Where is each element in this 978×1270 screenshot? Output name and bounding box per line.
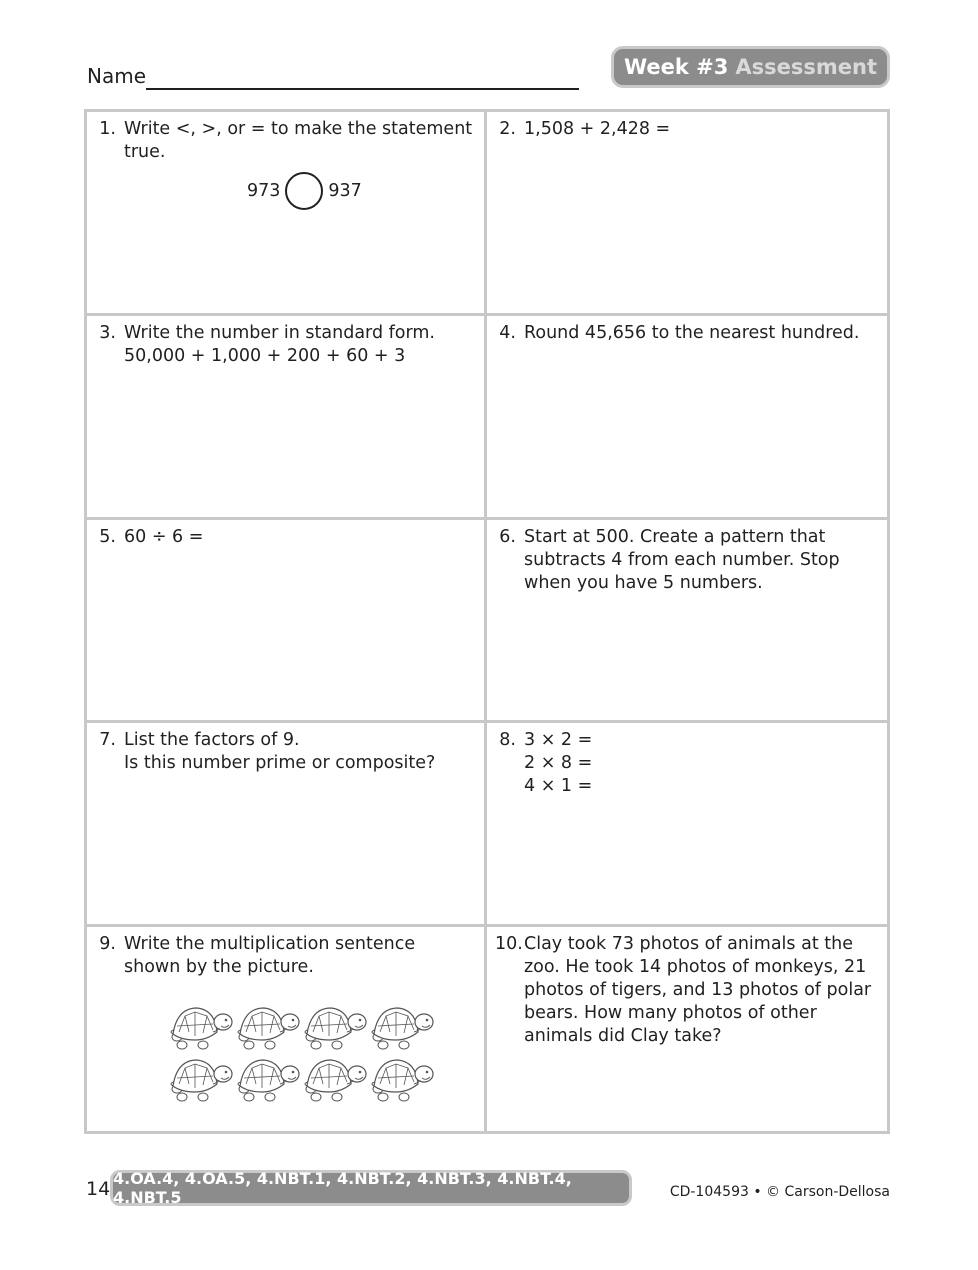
- turtle-icon: [234, 1002, 300, 1052]
- turtle-icon: [301, 1054, 367, 1104]
- question-text: Write the multiplication sentence shown by the picture.: [124, 934, 416, 978]
- standards-badge: 4.OA.4, 4.OA.5, 4.NBT.1, 4.NBT.2, 4.NBT.3, 4.NBT.4, 4.NBT.5: [110, 1170, 632, 1206]
- question-subtext: Is this number prime or composite?: [124, 753, 436, 774]
- question-number: 2.: [499, 119, 516, 139]
- question-text: Round 45,656 to the nearest hundred.: [524, 322, 860, 343]
- question-2[interactable]: [487, 112, 887, 316]
- question-number: 10.: [495, 934, 523, 955]
- question-10[interactable]: [487, 927, 887, 1131]
- turtle-icon: [167, 1002, 233, 1052]
- turtle-icon: [167, 1054, 233, 1104]
- week-badge: [611, 46, 890, 88]
- turtle-icon: [301, 1002, 367, 1052]
- question-number: 5.: [99, 526, 116, 547]
- question-grid: [84, 109, 890, 1134]
- assessment-label: Assessment: [735, 55, 877, 79]
- question-text: 60 ÷ 6 =: [124, 526, 204, 547]
- question-text: List the factors of 9.: [124, 730, 300, 751]
- name-label: Name: [87, 64, 147, 88]
- week-number: Week #3: [624, 55, 729, 79]
- question-text: Write the number in standard form.: [124, 322, 435, 343]
- question-4[interactable]: [487, 316, 887, 520]
- question-text: Write <, >, or = to make the statement true.: [124, 119, 473, 162]
- question-8[interactable]: [487, 723, 887, 927]
- question-number: 9.: [99, 934, 116, 955]
- compare-right-value: 937: [328, 181, 362, 201]
- expanded-form: 50,000 + 1,000 + 200 + 60 + 3: [124, 345, 406, 366]
- question-number: 4.: [499, 322, 516, 343]
- question-text: Start at 500. Create a pattern that subtracts 4 from each number. Stop when you have 5 numbers.: [524, 526, 840, 593]
- turtle-icon: [368, 1054, 434, 1104]
- equation: 2 × 8 =: [524, 753, 593, 774]
- turtle-icon: [234, 1054, 300, 1104]
- question-7[interactable]: [87, 723, 487, 927]
- question-5[interactable]: [87, 520, 487, 724]
- equation: 4 × 1 =: [524, 776, 593, 797]
- question-1[interactable]: [87, 112, 487, 316]
- question-text: 1,508 + 2,428 =: [524, 119, 671, 139]
- page-number: 14: [86, 1178, 111, 1200]
- turtle-icon: [368, 1002, 434, 1052]
- question-3[interactable]: [87, 316, 487, 520]
- compare-left-value: 973: [247, 181, 281, 201]
- equation: 3 × 2 =: [524, 730, 593, 751]
- question-number: 3.: [99, 322, 116, 343]
- question-number: 1.: [99, 119, 116, 139]
- question-number: 7.: [99, 730, 116, 751]
- copyright: CD-104593 • © Carson-Dellosa: [669, 1184, 890, 1200]
- name-line[interactable]: [146, 88, 579, 90]
- turtle-picture: [167, 1002, 437, 1104]
- question-number: 8.: [499, 730, 516, 751]
- question-number: 6.: [499, 526, 516, 547]
- answer-circle[interactable]: [285, 172, 323, 210]
- question-6[interactable]: [487, 520, 887, 724]
- question-9[interactable]: [87, 927, 487, 1131]
- question-text: Clay took 73 photos of animals at the zoo. He took 14 photos of monkeys, 21 photos of tigers, and 13 photos of polar bears. How many photos of other animals did Clay take?: [524, 934, 872, 1047]
- compare-group: [247, 172, 362, 210]
